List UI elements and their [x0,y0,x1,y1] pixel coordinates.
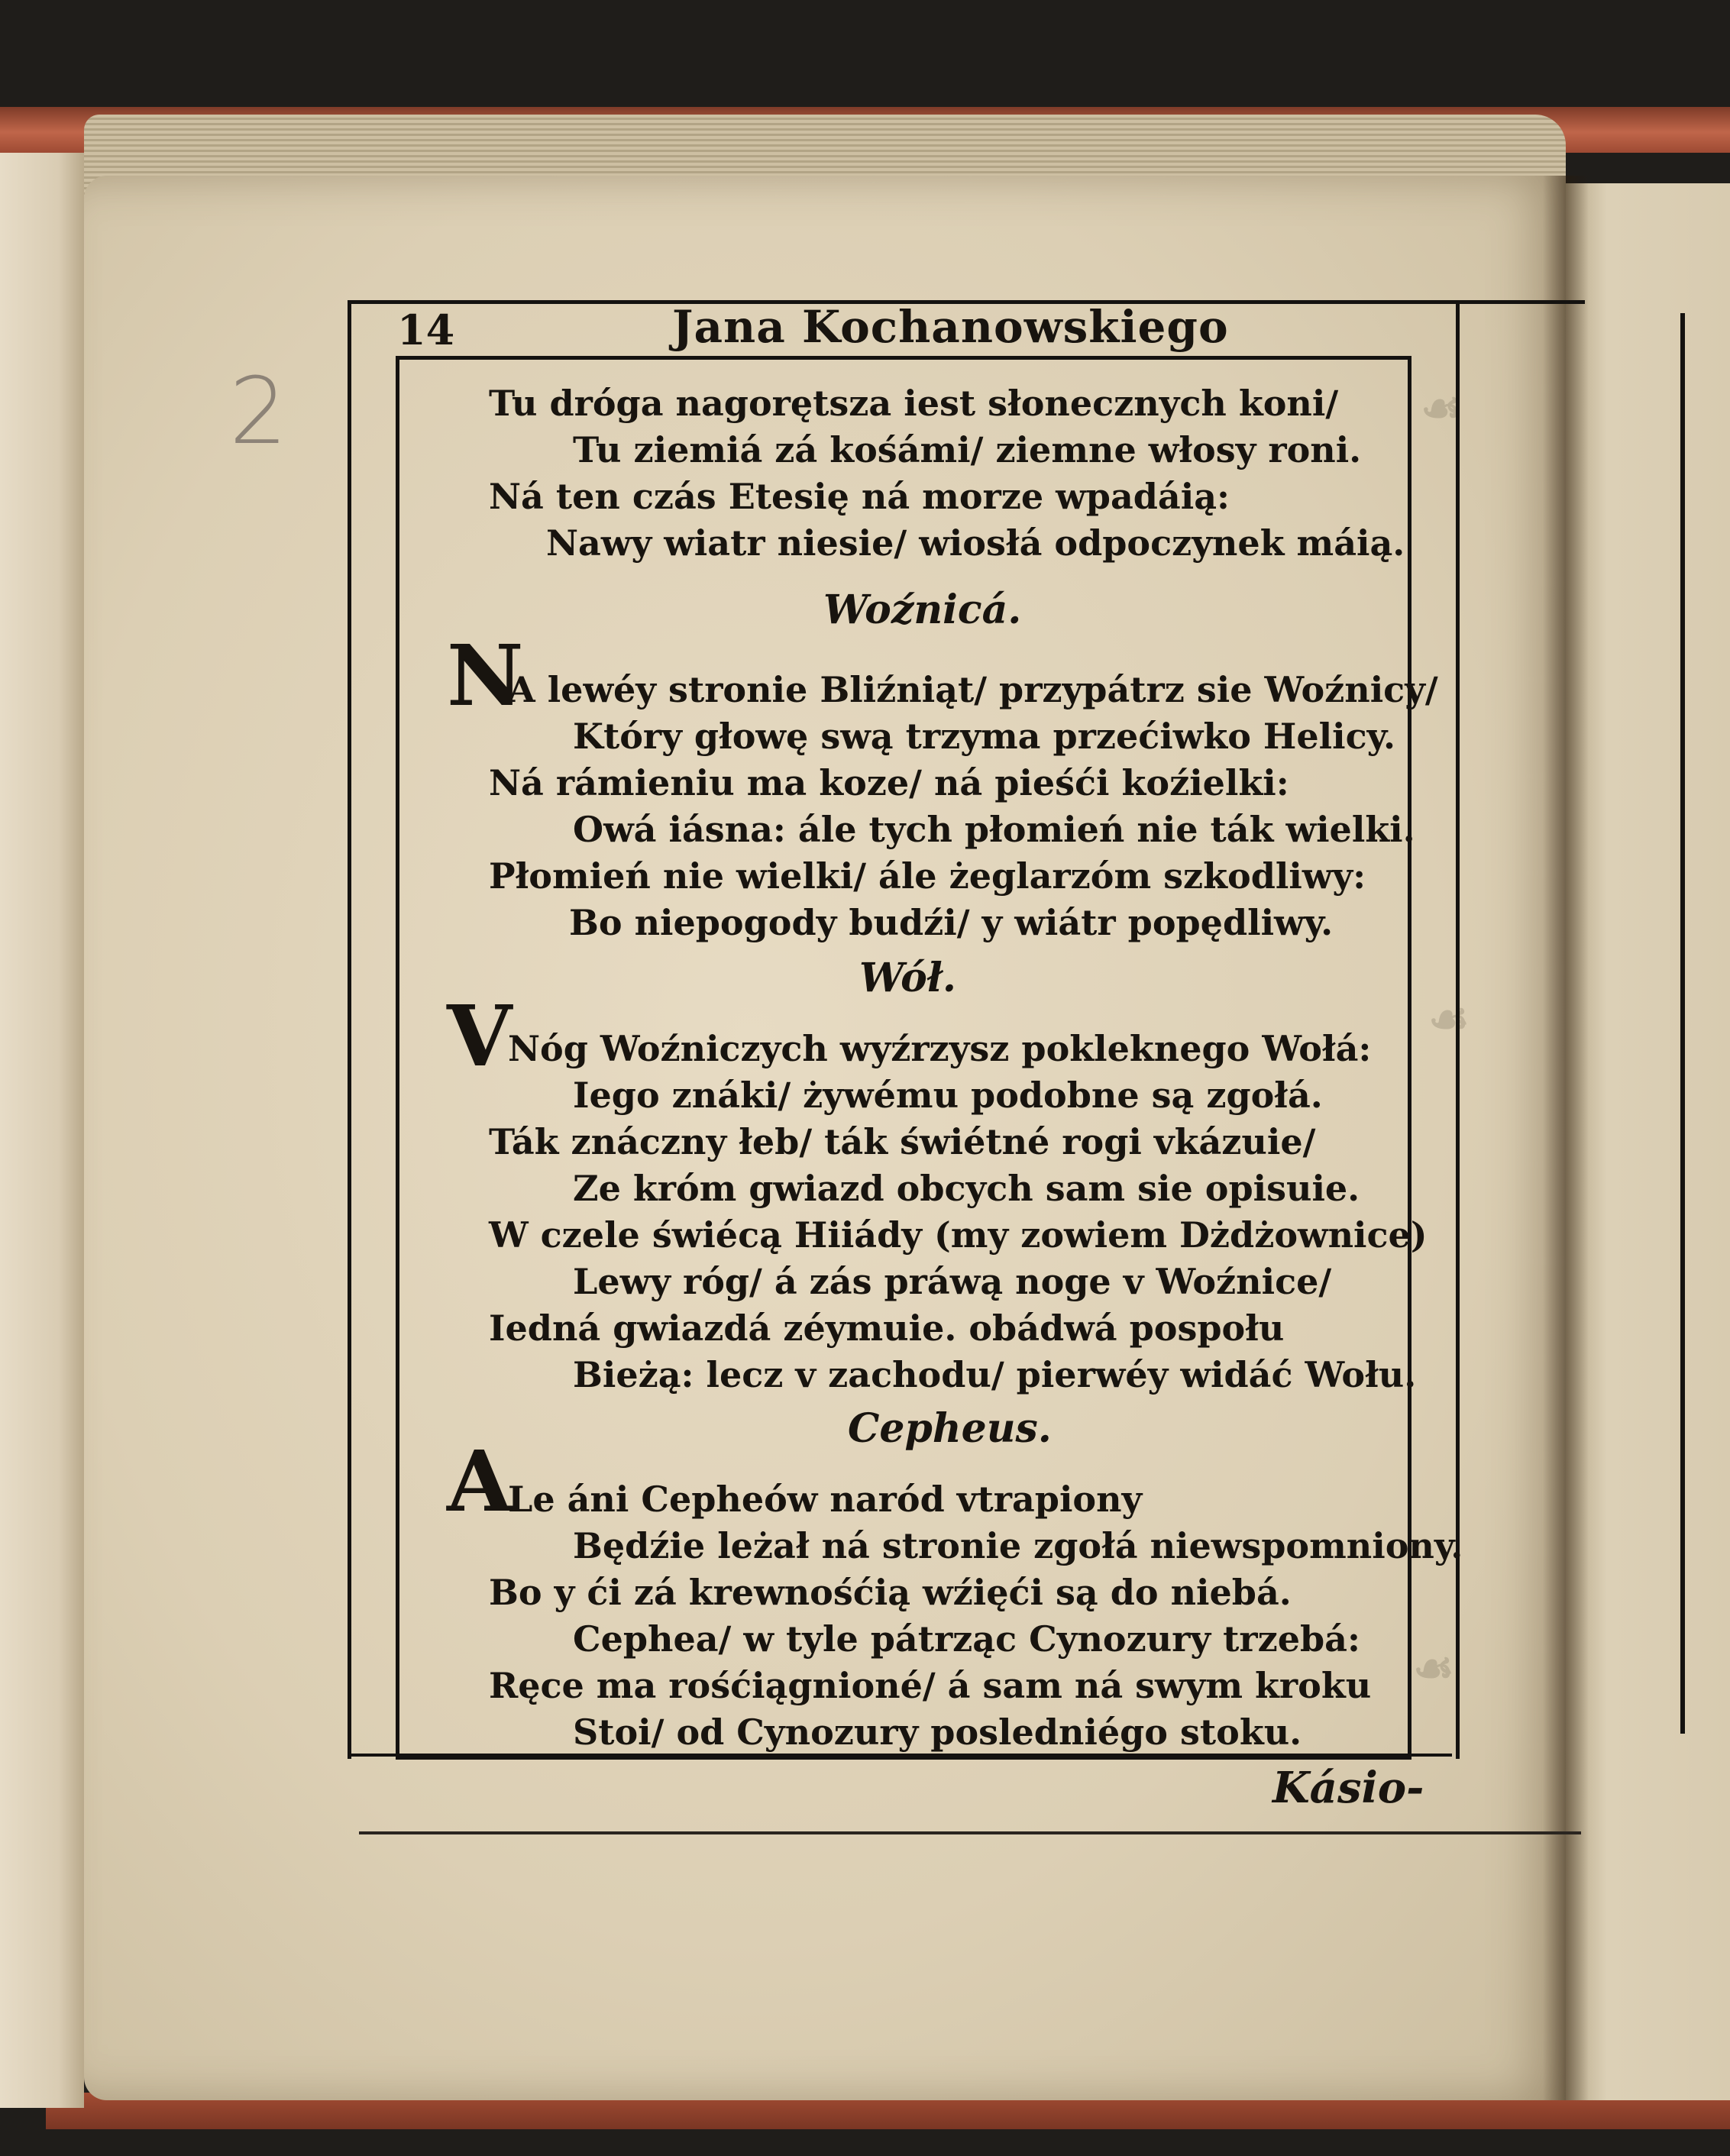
verse-line: Będźie leżał ná stronie zgołá niewspomniony. [573,1525,1463,1566]
verse-line: Nóg Woźniczych wyźrzysz pokleknego Wołá: [508,1028,1372,1069]
verse-line: Nawy wiatr niesie/ wiosłá odpoczynek máią. [546,522,1405,564]
section-heading: Cepheus. [848,1405,1052,1452]
running-head: Jana Kochanowskiego [672,301,1229,353]
bleed-through-mark: ☙ [1421,382,1462,435]
next-page-rule [1680,313,1685,1734]
section-heading: Woźnicá. [823,587,1022,633]
verse-line: Iedná gwiazdá zéymuie. obádwá pospołu [489,1307,1285,1349]
verse-line: Bieżą: lecz v zachodu/ pierwéy widáć Wołu. [573,1354,1417,1395]
verse-line: Lewy róg/ á zás práwą noge v Woźnice/ [573,1261,1332,1302]
verse-line: Bo niepogody budźi/ y wiátr popędliwy. [569,902,1334,943]
left-facing-page [0,153,84,2108]
footer-rule [359,1831,1581,1834]
bleed-through-mark: ☙ [1428,993,1470,1046]
verse-line: Bo y ći zá krewnośćią wźięći są do niebá. [489,1572,1292,1613]
bleed-through-mark: ☙ [1413,1642,1454,1695]
verse-line: Cephea/ w tyle pátrząc Cynozury trzebá: [573,1618,1360,1660]
verse-line: Który głowę swą trzyma przećiwko Helicy. [573,716,1396,757]
verse-line: Owá iásna: ále tych płomień nie ták wielki. [573,809,1415,850]
drop-initial: N [447,626,524,725]
pencil-margin-note: 2 [229,359,288,465]
verse-line: Ták znáczny łeb/ ták świétné rogi vkázuie/ [489,1121,1316,1162]
verse-line: Tu dróga nagorętsza iest słonecznych koni/ [489,383,1339,424]
verse-line: Płomień nie wielki/ ále żeglarzóm szkodliwy: [489,855,1366,897]
verse-line: Tu ziemiá zá kośámi/ ziemne włosy roni. [573,429,1362,470]
verse-line: Iego znáki/ żywému podobne są zgołá. [573,1075,1323,1116]
drop-initial: V [447,987,513,1085]
verse-line: Stoi/ od Cynozury posledniégo stoku. [573,1712,1302,1753]
page-number: 14 [397,305,455,354]
verse-line: Ręce ma rośćiągnioné/ á sam ná swym kroku [489,1665,1372,1706]
verse-line: W czele świécą Hiiády (my zowiem Dżdżownice) [489,1214,1428,1256]
verse-line: Le áni Cepheów naród vtrapiony [508,1479,1143,1520]
verse-line: A lewéy stronie Bliźniąt/ przypátrz sie Woźnicy/ [508,669,1438,710]
verse-line: Ze króm gwiazd obcych sam sie opisuie. [573,1168,1360,1209]
right-facing-page [1566,183,1730,2100]
drop-initial: A [447,1432,513,1531]
gutter-shadow [1543,176,1589,2100]
section-heading: Wół. [859,955,956,1001]
bottom-rule [348,1754,1452,1757]
verse-line: Ná rámieniu ma koze/ ná pieśći koźielki: [489,762,1289,803]
verse-line: Ná ten czás Etesię ná morze wpadáią: [489,476,1230,517]
catchword: Kásio- [1272,1763,1424,1813]
